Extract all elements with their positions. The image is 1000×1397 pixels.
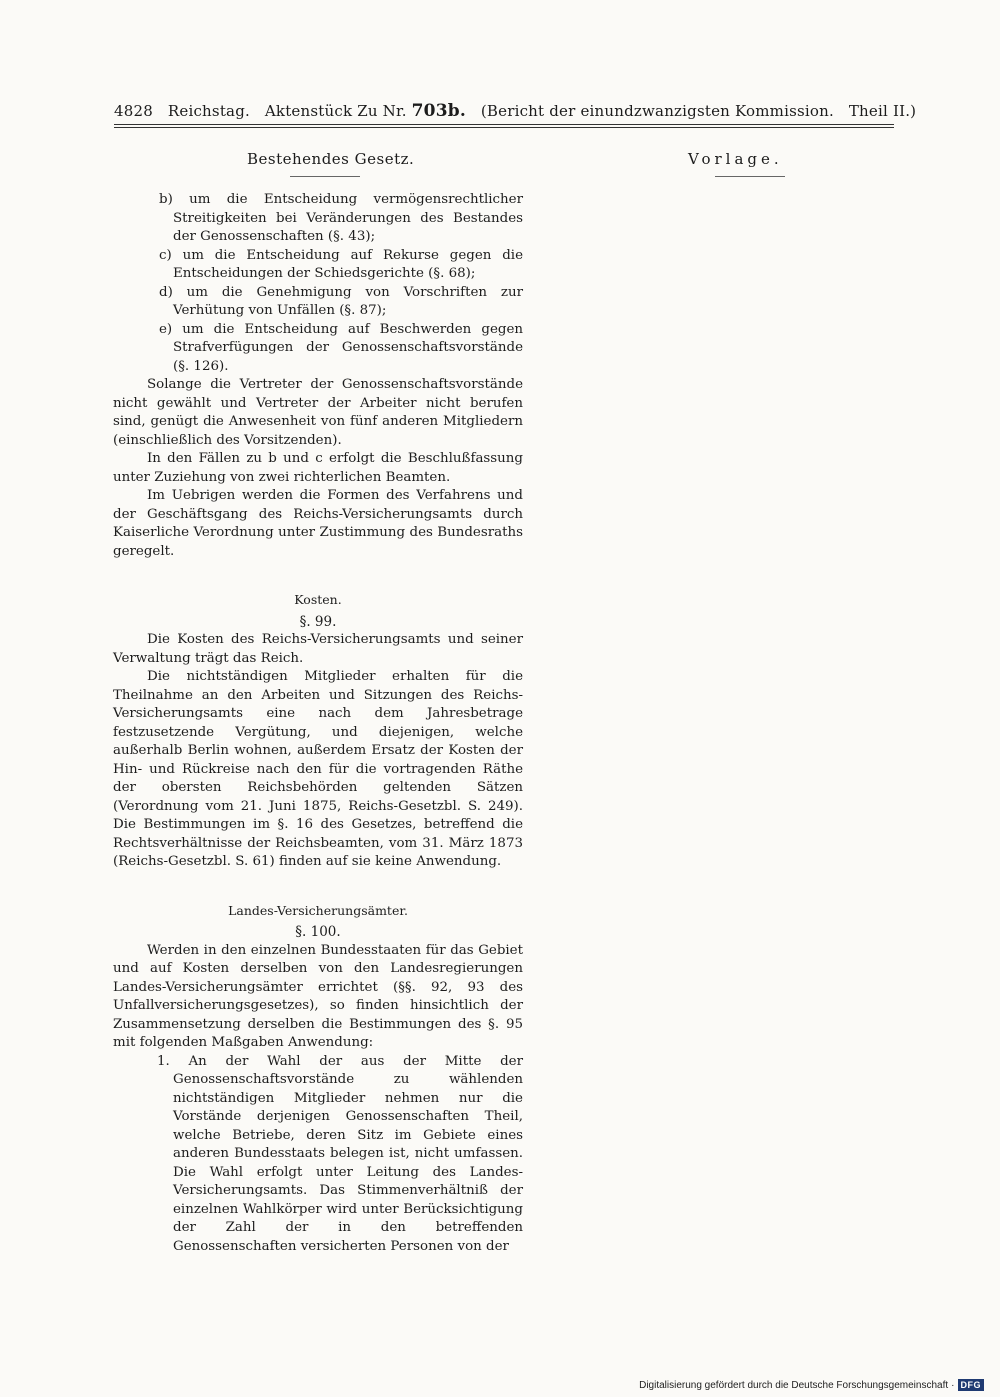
header-aktenstueck: Aktenstück Zu Nr. bbox=[264, 102, 407, 120]
right-column-title-rule bbox=[715, 176, 785, 177]
section-99: §. 99. bbox=[299, 613, 337, 630]
header-document-number: 703b. bbox=[411, 101, 466, 121]
header-rule-bottom bbox=[114, 127, 894, 128]
heading-landes-versicherungsaemter: Landes-Versicherungsämter. bbox=[228, 902, 408, 918]
left-column-text bbox=[113, 191, 523, 1256]
header-bericht: (Bericht der einundzwanzigsten Kommission. bbox=[480, 102, 834, 120]
heading-kosten: Kosten. bbox=[294, 592, 342, 607]
paragraph-faellen: In den Fällen zu b und c erfolgt die Beschlußfassung unter Zuziehung von zwei richterlichen Beamten. bbox=[113, 451, 523, 485]
paragraph-nichtstaendigen: Die nichtständigen Mitglieder erhalten für die Theilnahme an den Arbeiten und Sitzungen des Reichs-Versicherungsamts eine nach dem Jahresbetrage festzusetzende Vergütung, und diejenigen, welche außerhalb Berlin wohnen, außerdem Ersatz der Kosten der Hin- und Rückreise nach den für die vortragenden Räthe der obersten Reichsbehörden geltenden Sätzen (Verordnung vom 21. Juni 1875, Reichs-Gesetzbl. S. 249). Die Bestimmungen im §. 16 des Gesetzes, betreffend die Rechtsverhältnisse der Reichsbeamten, vom 31. März 1873 (Reichs-Gesetzbl. S. 61) finden auf sie keine Anwendung. bbox=[113, 669, 523, 869]
paragraph-werden: Werden in den einzelnen Bundesstaaten für das Gebiet und auf Kosten derselben von den Landesregierungen Landes-Versicherungsämter errichtet (§§. 92, 93 des Unfallversicherungsgesetzes), so finden hinsichtlich der Zusammensetzung derselben die Bestimmungen des §. 95 mit folgenden Maßgaben Anwendung: bbox=[113, 942, 523, 1050]
header-rule-top bbox=[114, 124, 894, 125]
list-item-e: e) um die Entscheidung auf Beschwerden gegen Strafverfügungen der Genossenschaftsvorstände (§. 126). bbox=[159, 321, 523, 374]
paragraph-solange: Solange die Vertreter der Genossenschaftsvorstände nicht gewählt und Vertreter der Arbeiter nicht berufen sind, genügt die Anwesenheit von fünf anderen Mitgliedern (einschließlich des Vorsitzenden). bbox=[113, 377, 523, 448]
left-column-title-rule bbox=[290, 176, 360, 177]
section-100: §. 100. bbox=[295, 924, 341, 940]
paragraph-kosten: Die Kosten des Reichs-Versicherungsamts und seiner Verwaltung trägt das Reich. bbox=[113, 632, 523, 666]
footer-credit: Digitalisierung gefördert durch die Deutsche Forschungsgemeinschaft · DFG bbox=[639, 1379, 984, 1391]
page-number: 4828 bbox=[114, 102, 153, 120]
footer-text: Digitalisierung gefördert durch die Deutsche Forschungsgemeinschaft bbox=[639, 1379, 949, 1391]
header-reichstag: Reichstag. bbox=[167, 102, 250, 120]
paragraph-uebrigen: Im Uebrigen werden die Formen des Verfahrens und der Geschäftsgang des Reichs-Versicherungsamts durch Kaiserliche Verordnung unter Zustimmung des Bundesraths geregelt. bbox=[113, 488, 523, 559]
list-item-c: c) um die Entscheidung auf Rekurse gegen die Entscheidungen der Schiedsgerichte (§. 68); bbox=[159, 247, 523, 281]
dfg-logo-icon: DFG bbox=[958, 1379, 985, 1391]
list-item-b: b) um die Entscheidung vermögensrechtlicher Streitigkeiten bei Veränderungen des Bestandes der Genossenschaften (§. 43); bbox=[159, 192, 523, 244]
running-header bbox=[114, 101, 917, 121]
right-column-title: Vorlage. bbox=[688, 150, 783, 168]
left-column-title: Bestehendes Gesetz. bbox=[247, 150, 415, 168]
list-item-1: 1. An der Wahl der aus der Mitte der Genossenschaftsvorstände zu wählenden nichtständigen Mitglieder nehmen nur die Vorstände derjenigen Genossenschaften Theil, welche Betriebe, deren Sitz im Gebiete eines anderen Bundesstaats belegen ist, nicht umfassen. Die Wahl erfolgt unter Leitung des Landes-Versicherungsamts. Das Stimmenverhältniß der einzelnen Wahlkörper wird unter Berücksichtigung der Zahl der in den betreffenden Genossenschaften versicherten Personen von der bbox=[157, 1053, 523, 1254]
list-item-d: d) um die Genehmigung von Vorschriften zur Verhütung von Unfällen (§. 87); bbox=[159, 284, 523, 318]
header-teil: Theil II.) bbox=[848, 102, 917, 120]
